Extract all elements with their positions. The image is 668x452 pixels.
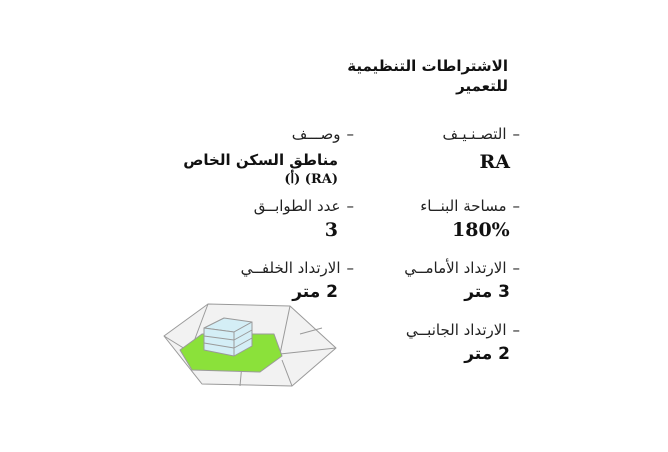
rear-setback-label-row — [241, 258, 354, 278]
building-area-label-row — [420, 196, 520, 216]
dash-icon: – — [346, 259, 354, 277]
dash-icon: – — [346, 197, 354, 215]
floors-label: عدد الطوابــق — [253, 197, 341, 215]
classification-label: التصـنـيـف — [442, 125, 507, 143]
title-line-2: للتعمير — [456, 77, 508, 95]
dash-icon: – — [512, 321, 520, 339]
rear-setback-value: 2 متر — [292, 282, 338, 302]
floors-value: 3 — [324, 219, 338, 241]
front-setback-label: الارتداد الأمامــي — [404, 259, 507, 277]
title-line-1: الاشتراطات التنظيمية — [347, 57, 508, 75]
side-setback-value: 2 متر — [464, 344, 510, 364]
dash-icon: – — [512, 259, 520, 277]
front-setback-label-row — [404, 258, 520, 278]
description-sub-value: (RA) (أ) — [284, 172, 338, 187]
dash-icon: – — [512, 125, 520, 143]
description-label-row — [292, 124, 354, 144]
floors-label-row — [254, 196, 354, 216]
front-setback-value: 3 متر — [464, 282, 510, 302]
side-setback-label: الارتداد الجانبــي — [405, 321, 507, 339]
dash-icon: – — [346, 125, 354, 143]
side-setback-label-row — [406, 320, 520, 340]
classification-value: RA — [479, 151, 510, 173]
description-value: مناطق السكن الخاص — [183, 151, 338, 169]
rear-setback-label: الارتداد الخلفــي — [240, 259, 341, 277]
building-area-label: مساحة البنــاء — [420, 197, 507, 215]
building-area-value: 180% — [452, 219, 510, 241]
isometric-plot-icon — [150, 300, 350, 390]
classification-label-row — [442, 124, 520, 144]
page-title — [347, 56, 508, 96]
description-label: وصـــف — [291, 125, 341, 143]
dash-icon: – — [512, 197, 520, 215]
